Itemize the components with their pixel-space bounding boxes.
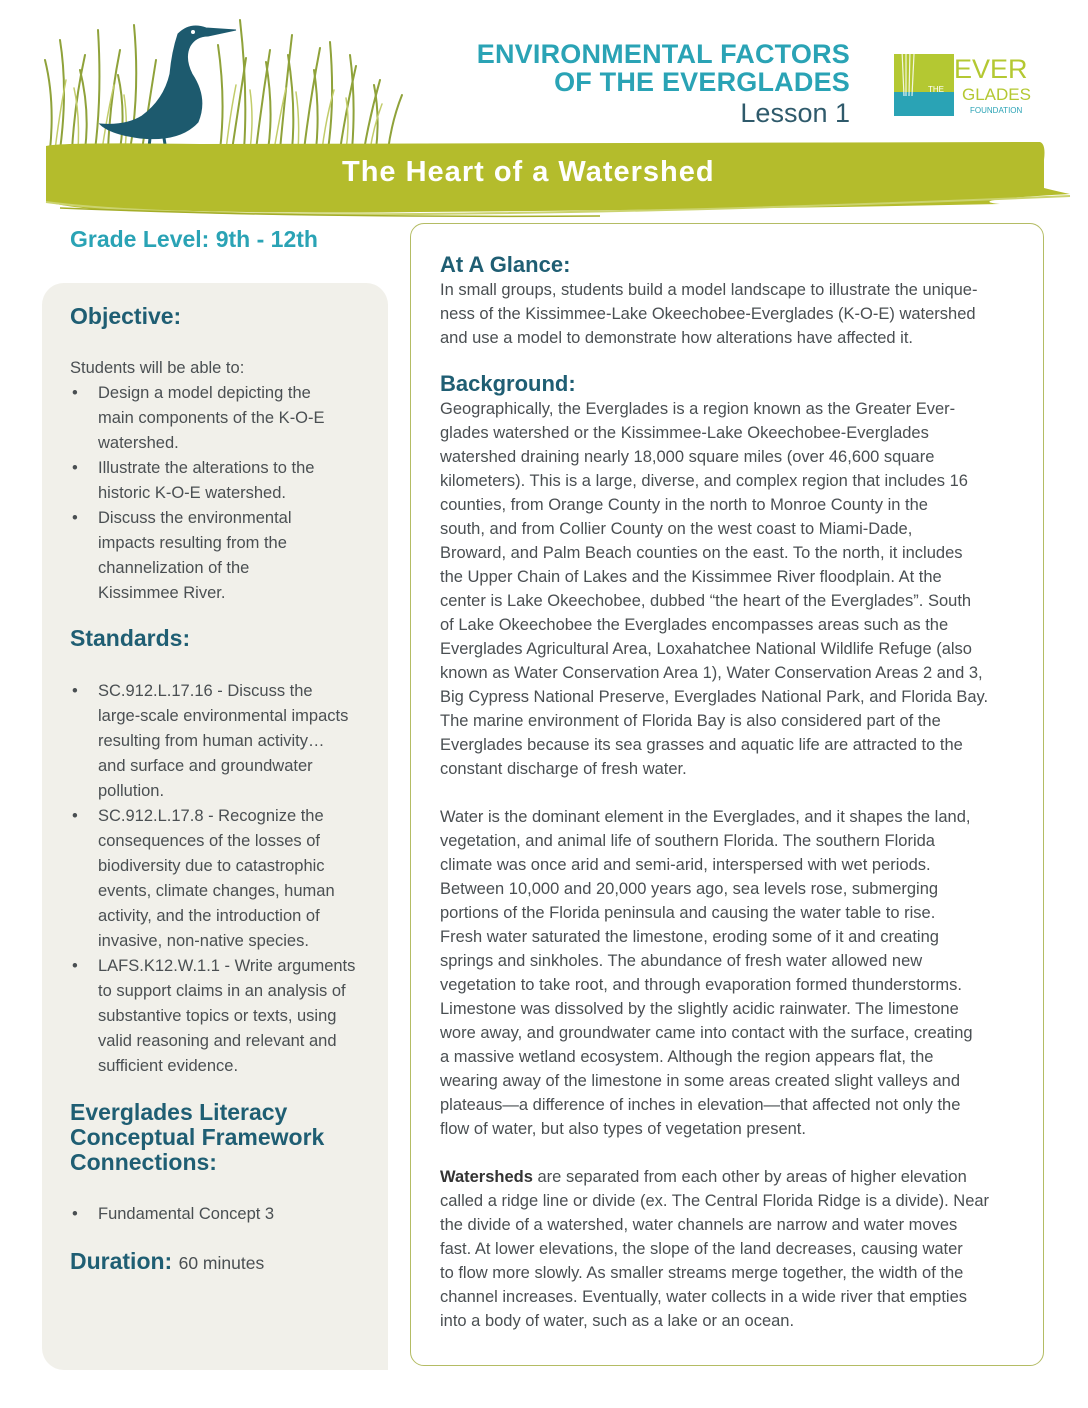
literacy-heading: Everglades Literacy Conceptual Framework Connections: (70, 1099, 325, 1175)
background-paragraph-1: Geographically, the Everglades is a region known as the Greater Ever- glades watershed or the Kissimmee-Lake Okeechobee-Everglades watershed draining nearly 18,000 square miles (over 46,600 square kilometers). This is a large, diverse, and complex region that includes 16 counties, from Orange County in the north to Monroe County in the south, and from Collier County on the west coast to Miami-Dade, Broward, and Palm Beach counties on the east. To the north, it includes the Upper Chain of Lakes and the Kissimmee River floodplain. At the center is Lake Okeechobee, dubbed “the heart of the Everglades”. South of Lake Okeechobee the Everglades encompasses areas such as the Everglades Agricultural Area, Loxahatchee National Wildlife Refuge (also known as Water Conservation Area 1), Water Conservation Areas 2 and 3, Big Cypress National Preserve, Everglades National Park, and Florida Bay. The marine environment of Florida Bay is also considered part of the Everglades because its sea grasses and aquatic life are attracted to the constant discharge of fresh water. (440, 400, 989, 778)
literacy-list (70, 1202, 380, 1227)
duration-label: Duration: (70, 1248, 173, 1274)
everglades-foundation-logo (892, 50, 1042, 120)
list-item: • Illustrate the alterations to the historic K-O-E watershed. (72, 459, 315, 502)
objective-heading: Objective: (70, 303, 182, 329)
duration (70, 1248, 264, 1275)
standards-heading: Standards: (70, 625, 191, 651)
lesson-title: The Heart of a Watershed (342, 156, 715, 188)
list-item: • SC.912.L.17.16 - Discuss the large-scale environmental impacts resulting from human activity… and surface and groundwater pollution. (72, 682, 349, 800)
glance-text: In small groups, students build a model landscape to illustrate the unique- ness of the Kissimmee-Lake Okeechobee-Everglades (K-O-E) watershed and use a model to demonstrate how alterations have affected it. (440, 281, 978, 347)
watersheds-term: Watersheds (440, 1168, 533, 1186)
unit-title-line1: ENVIRONMENTAL FACTORS (476, 39, 850, 69)
unit-title-line2: OF THE EVERGLADES (554, 67, 850, 97)
grade-level: Grade Level: 9th - 12th (70, 226, 318, 252)
svg-text:EVER: EVER (954, 54, 1028, 84)
svg-text:GLADES: GLADES (962, 85, 1031, 104)
glance-heading: At A Glance: (440, 252, 571, 277)
list-item: • LAFS.K12.W.1.1 - Write arguments to support claims in an analysis of substantive topics or texts, using valid reasoning and relevant and sufficient evidence. (72, 957, 356, 1075)
objective-list (70, 381, 380, 606)
svg-text:THE: THE (928, 85, 944, 94)
standards-list (70, 679, 380, 1079)
list-item: • Discuss the environmental impacts resulting from the channelization of the Kissimmee River. (72, 509, 292, 602)
background-paragraph-3: Watersheds are separated from each other by areas of higher elevation called a ridge line or divide (ex. The Central Florida Ridge is a divide). Near the divide of a watershed, water channels are narrow and water moves fast. At lower elevations, the slope of the land decreases, causing water to flow more slowly. As smaller streams merge together, the width of the channel increases. Eventually, water collects in a wide river that empties into a body of water, such as a lake or an ocean. (440, 1168, 990, 1330)
background-paragraph-2: Water is the dominant element in the Everglades, and it shapes the land, vegetation, and animal life of southern Florida. The southern Florida climate was once arid and semi-arid, interspersed with wet periods. Between 10,000 and 20,000 years ago, sea levels rose, submerging portions of the Florida peninsula and causing the water table to rise. Fresh water saturated the limestone, eroding some of it and creating springs and sinkholes. The abundance of fresh water allowed new vegetation to take root, and through evaporation formed thunderstorms. Limestone was dissolved by the slightly acidic rainwater. The limestone wore away, and groundwater came into contact with the surface, creating a massive wetland ecosystem. Although the region appears flat, the wearing away of the limestone in some areas created slight valleys and plateaus—a difference of inches in elevation—that affected not only the flow of water, but also types of vegetation present. (440, 808, 973, 1138)
objective-intro: Students will be able to: (70, 359, 245, 377)
list-item: • Fundamental Concept 3 (72, 1205, 275, 1223)
list-item: • Design a model depicting the main components of the K-O-E watershed. (72, 384, 325, 452)
svg-text:FOUNDATION: FOUNDATION (970, 106, 1023, 115)
lesson-number: Lesson 1 (740, 98, 850, 128)
page-header (0, 0, 1088, 220)
list-item: • SC.912.L.17.8 - Recognize the consequences of the losses of biodiversity due to catastrophic events, climate changes, human activity, and the introduction of invasive, non-native species. (72, 807, 335, 950)
background-heading: Background: (440, 371, 576, 396)
unit-title (477, 40, 850, 96)
duration-value: 60 minutes (178, 1253, 265, 1273)
